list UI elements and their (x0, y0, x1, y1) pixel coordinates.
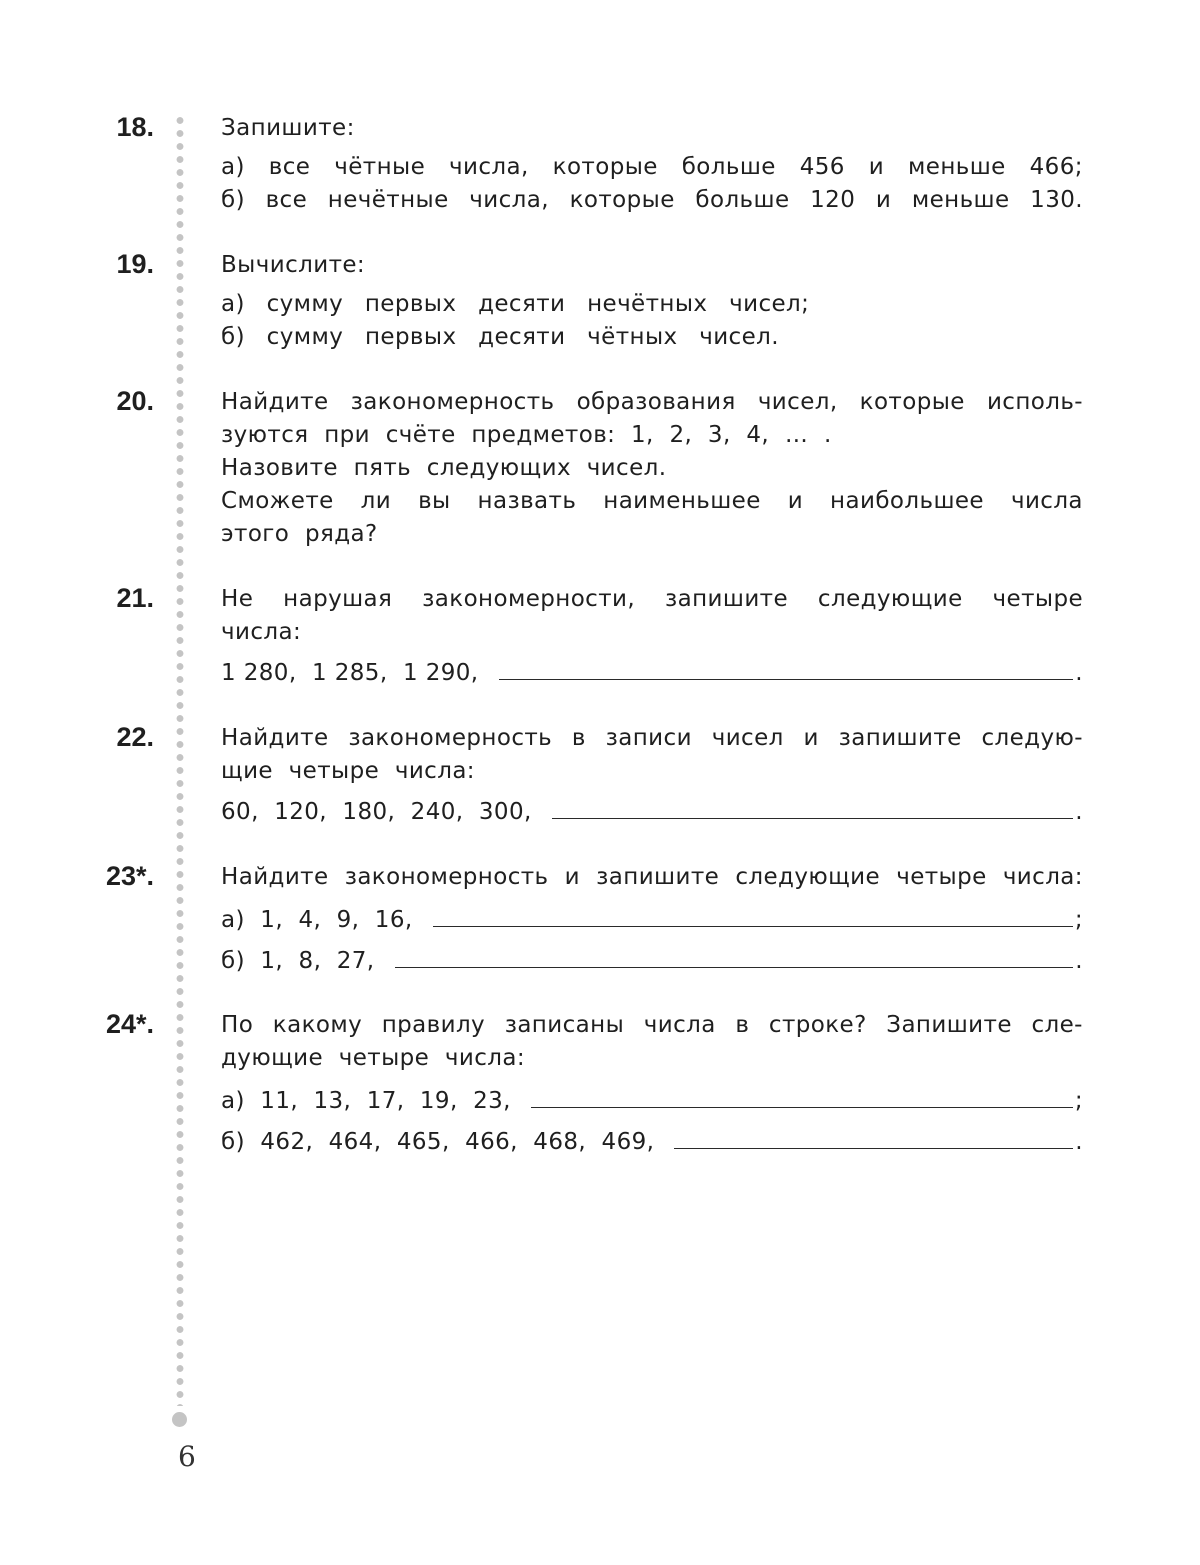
problem-22-sequence: 60, 120, 180, 240, 300, (221, 799, 532, 825)
word: и (787, 488, 804, 514)
problem-23-line-1 (221, 861, 1083, 894)
page-number: 6 (178, 1440, 196, 1473)
word: наименьшее (603, 488, 761, 514)
word: числа, (469, 187, 549, 213)
word: какому (272, 1012, 363, 1038)
problem-21-line-2: числа: (221, 619, 302, 645)
word: и (803, 725, 819, 751)
word: образования (576, 389, 736, 415)
word: чисел (711, 725, 784, 751)
answer-blank-line[interactable] (552, 794, 1074, 819)
problem-24-line-1 (221, 1009, 1083, 1042)
word: больше (681, 154, 776, 180)
word: чисел, (757, 389, 838, 415)
word: Не (221, 586, 254, 612)
word: и (868, 154, 885, 180)
word: в (571, 725, 586, 751)
line-end-punctuation: . (1075, 1129, 1083, 1155)
word: Запишите (886, 1012, 1012, 1038)
problem-22 (221, 722, 1083, 827)
word: закономерность (350, 389, 555, 415)
problem-18-line-b (221, 184, 1083, 217)
word: Найдите (221, 864, 329, 890)
word: строке? (768, 1012, 867, 1038)
word: Найдите (221, 389, 329, 415)
problem-18-intro: Запишите: (221, 115, 355, 141)
problem-22-number: 22. (116, 722, 154, 752)
word: правилу (381, 1012, 486, 1038)
word: закономерность (344, 864, 549, 890)
word: все (265, 187, 308, 213)
dotted-margin-end-dot (172, 1412, 187, 1427)
problem-22-line-2: щие четыре числа: (221, 758, 475, 784)
problem-24-answer-row-b (221, 1124, 1083, 1157)
word: и (875, 187, 892, 213)
word: По (221, 1012, 254, 1038)
problem-20 (221, 386, 1083, 551)
word: а) (221, 154, 245, 180)
word: числа, (449, 154, 529, 180)
problem-23-sequence-a: а) 1, 4, 9, 16, (221, 907, 413, 933)
word: записи (605, 725, 692, 751)
word: меньше (911, 187, 1010, 213)
problem-20-line-2: зуются при счёте предметов: 1, 2, 3, 4, … . (221, 422, 832, 448)
word: нарушая (283, 586, 393, 612)
problem-20-line-5: этого ряда? (221, 521, 378, 547)
word: четыре (896, 864, 987, 890)
problem-24-line-2: дующие четыре числа: (221, 1045, 526, 1071)
word: Сможете (221, 488, 334, 514)
line-end-punctuation: . (1075, 660, 1083, 686)
problem-21-sequence: 1 280, 1 285, 1 290, (221, 660, 479, 686)
word: следую- (981, 725, 1083, 751)
problem-21 (221, 583, 1083, 688)
word: 456 (799, 154, 845, 180)
problem-19-line-a: а) сумму первых десяти нечётных чисел; (221, 291, 810, 317)
problem-21-number: 21. (116, 583, 154, 613)
word: которые (569, 187, 675, 213)
word: и (564, 864, 580, 890)
problem-23-answer-row-a (221, 902, 1083, 935)
problem-23 (221, 861, 1083, 976)
problem-19 (221, 249, 1083, 354)
problem-19-number: 19. (116, 249, 154, 279)
problem-21-line-1 (221, 583, 1083, 616)
problem-24 (221, 1009, 1083, 1157)
answer-blank-line[interactable] (433, 902, 1073, 927)
word: нечётные (327, 187, 449, 213)
problem-23-number: 23*. (105, 861, 154, 891)
dotted-margin-line (174, 114, 186, 1406)
word: 130. (1030, 187, 1083, 213)
word: записаны (504, 1012, 625, 1038)
word: все (268, 154, 311, 180)
line-end-punctuation: ; (1074, 907, 1083, 933)
answer-blank-line[interactable] (395, 943, 1074, 968)
problem-23-answer-row-b (221, 943, 1083, 976)
word: меньше (908, 154, 1006, 180)
problem-22-line-1 (221, 722, 1083, 755)
answer-blank-line[interactable] (531, 1083, 1073, 1108)
word: следующие (735, 864, 881, 890)
line-end-punctuation: ; (1074, 1088, 1083, 1114)
problem-24-sequence-a: а) 11, 13, 17, 19, 23, (221, 1088, 511, 1114)
problem-20-number: 20. (116, 386, 154, 416)
word: которые (859, 389, 965, 415)
word: ли (360, 488, 392, 514)
problem-23-sequence-b: б) 1, 8, 27, (221, 948, 375, 974)
word: числа (643, 1012, 716, 1038)
word: 120 (810, 187, 856, 213)
word: следующие (817, 586, 963, 612)
word: больше (695, 187, 790, 213)
problem-20-line-1 (221, 386, 1083, 419)
answer-blank-line[interactable] (674, 1124, 1073, 1149)
word: запишите (596, 864, 720, 890)
problem-19-intro: Вычислите: (221, 252, 366, 278)
problem-18 (221, 112, 1083, 217)
word: исполь- (986, 389, 1083, 415)
line-end-punctuation: . (1075, 799, 1083, 825)
word: закономерности, (422, 586, 636, 612)
problem-24-sequence-b: б) 462, 464, 465, 466, 468, 469, (221, 1129, 655, 1155)
word: запишите (838, 725, 962, 751)
problem-20-line-4 (221, 485, 1083, 518)
problem-22-answer-row (221, 794, 1083, 827)
word: сле- (1031, 1012, 1083, 1038)
problem-20-line-3: Назовите пять следующих чисел. (221, 455, 667, 481)
word: числа (1010, 488, 1083, 514)
word: четыре (992, 586, 1083, 612)
problem-24-number: 24*. (105, 1009, 154, 1039)
problem-24-answer-row-a (221, 1083, 1083, 1116)
word: в (735, 1012, 750, 1038)
word: чётные (334, 154, 426, 180)
word: Найдите (221, 725, 329, 751)
word: числа: (1002, 864, 1083, 890)
line-end-punctuation: . (1075, 948, 1083, 974)
problem-19-line-b: б) сумму первых десяти чётных чисел. (221, 324, 779, 350)
word: которые (552, 154, 658, 180)
problem-18-number: 18. (116, 112, 154, 142)
word: 466; (1029, 154, 1083, 180)
word: закономерность (348, 725, 553, 751)
problem-18-line-a (221, 151, 1083, 184)
word: запишите (664, 586, 789, 612)
problem-21-answer-row (221, 655, 1083, 688)
word: вы (418, 488, 451, 514)
answer-blank-line[interactable] (499, 655, 1074, 680)
word: назвать (477, 488, 577, 514)
word: б) (221, 187, 245, 213)
word: наибольшее (830, 488, 984, 514)
